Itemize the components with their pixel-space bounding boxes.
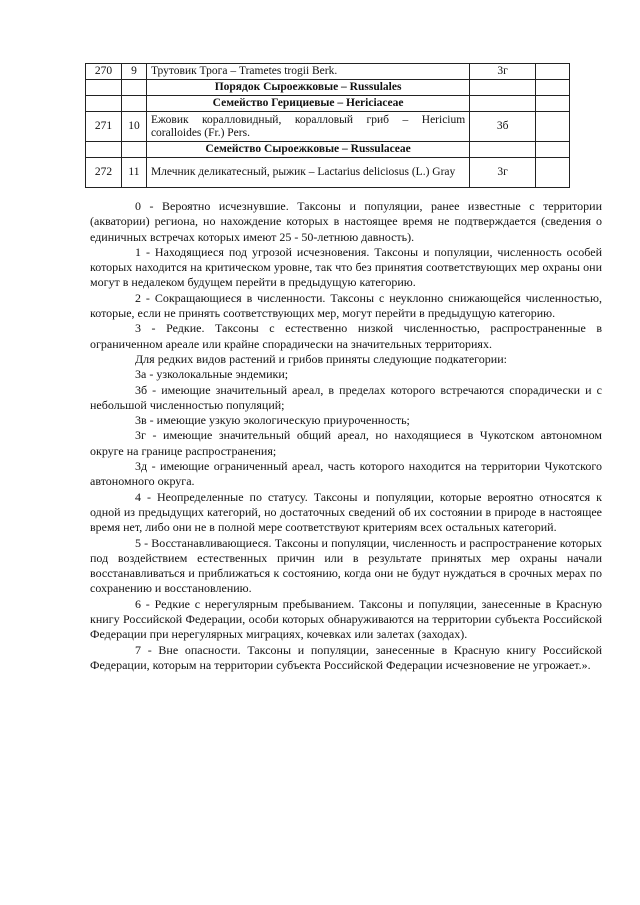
paragraph: 7 - Вне опасности. Таксоны и популяции, занесенные в Красную книгу Российской Федерации, которым на территории субъекта Российской Федерации исчезновение не угрожает.».	[90, 642, 602, 672]
table-row-family-header	[86, 142, 570, 158]
species-name: Млечник деликатесный, рыжик – Lactarius deliciosus (L.) Gray	[146, 158, 469, 188]
table-row-271	[86, 112, 570, 142]
empty-cell	[86, 142, 122, 158]
empty-cell	[470, 96, 536, 112]
paragraph: 3 - Редкие. Таксоны с естественно низкой численностью, распространенные в ограниченном ареале или крайне спорадически на значительных территориях.	[90, 321, 602, 351]
family-header: Семейство Сыроежковые – Russulaceae	[146, 142, 469, 158]
empty-cell	[536, 112, 570, 142]
paragraph: 3б - имеющие значительный ареал, в пределах которого встречаются спорадически и с небольшой численностью популяций;	[90, 382, 602, 412]
table-row-family-header	[86, 96, 570, 112]
empty-cell	[536, 64, 570, 80]
row-number: 270	[86, 64, 122, 80]
empty-cell	[536, 158, 570, 188]
paragraph: 4 - Неопределенные по статусу. Таксоны и популяции, которые вероятно относятся к одной из предыдущих категорий, но достаточных сведений об их состоянии в природе в настоящее время нет, либо они не в полной мере соответствуют критериям всех остальных категорий.	[90, 489, 602, 535]
table-row-270	[86, 64, 570, 80]
family-header: Семейство Герициевые – Hericiaceae	[146, 96, 469, 112]
paragraph: 0 - Вероятно исчезнувшие. Таксоны и популяции, ранее известные с территории (акватории) региона, но нахождение которых в настоящее время не подтверждается (сведения о единичных встречах которых имеют 25 - 50-летнюю давность).	[90, 199, 602, 244]
row-sub-number: 11	[121, 158, 146, 188]
empty-cell	[536, 142, 570, 158]
paragraph: 2 - Сокращающиеся в численности. Таксоны с неуклонно снижающейся численностью, которые, если не принять соответствующих мер, могут перейти в предыдущую категорию.	[90, 290, 602, 321]
empty-cell	[470, 80, 536, 96]
table-row-272	[86, 158, 570, 188]
row-sub-number: 9	[121, 64, 146, 80]
paragraph: 5 - Восстанавливающиеся. Таксоны и популяции, численность и распространение которых под воздействием естественных причин или в результате принятых мер охраны начали восстанавливаться и приближаться к состоянию, когда они не будут нуждаться в срочных мерах по сохранению и восстановлению.	[90, 535, 602, 596]
paragraph: 3а - узколокальные эндемики;	[135, 367, 289, 382]
paragraph: 6 - Редкие с нерегулярным пребыванием. Таксоны и популяции, занесенные в Красную книгу Российской Федерации, особи которых обнаруживаются на территории субъекта Российской Федерации при нерегулярных миграциях, кочевках или залетах (заходах).	[90, 596, 602, 642]
category-cell: 3б	[470, 112, 536, 142]
order-header: Порядок Сыроежковые – Russulales	[146, 80, 469, 96]
row-number: 272	[86, 158, 122, 188]
empty-cell	[536, 96, 570, 112]
category-cell: 3г	[470, 64, 536, 80]
category-cell: 3г	[470, 158, 536, 188]
species-name: Трутовик Трога – Trametes trogii Berk.	[146, 64, 469, 80]
paragraph: Для редких видов растений и грибов приняты следующие подкатегории:	[135, 351, 507, 366]
paragraph: 3г - имеющие значительный общий ареал, но находящиеся в Чукотском автономном округе на границе распространения;	[90, 428, 602, 458]
row-sub-number: 10	[121, 112, 146, 142]
category-definitions	[90, 199, 602, 673]
table-row-order-header	[86, 80, 570, 96]
paragraph: 3в - имеющие узкую экологическую приуроченность;	[135, 413, 410, 428]
empty-cell	[121, 142, 146, 158]
paragraph: 3д - имеющие ограниченный ареал, часть которого находится на территории Чукотского автономного округа.	[90, 459, 602, 489]
species-table	[85, 63, 570, 188]
paragraph: 1 - Находящиеся под угрозой исчезновения. Таксоны и популяции, численность особей которых находится на критическом уровне, так что без принятия соответствующих мер охраны они могут в недалеком будущем перейти в предыдущую категорию.	[90, 244, 602, 290]
species-name: Ежовик коралловидный, коралловый гриб – Hericium coralloides (Fr.) Pers.	[146, 112, 469, 142]
empty-cell	[536, 80, 570, 96]
empty-cell	[121, 96, 146, 112]
row-number: 271	[86, 112, 122, 142]
empty-cell	[121, 80, 146, 96]
empty-cell	[470, 142, 536, 158]
empty-cell	[86, 96, 122, 112]
empty-cell	[86, 80, 122, 96]
